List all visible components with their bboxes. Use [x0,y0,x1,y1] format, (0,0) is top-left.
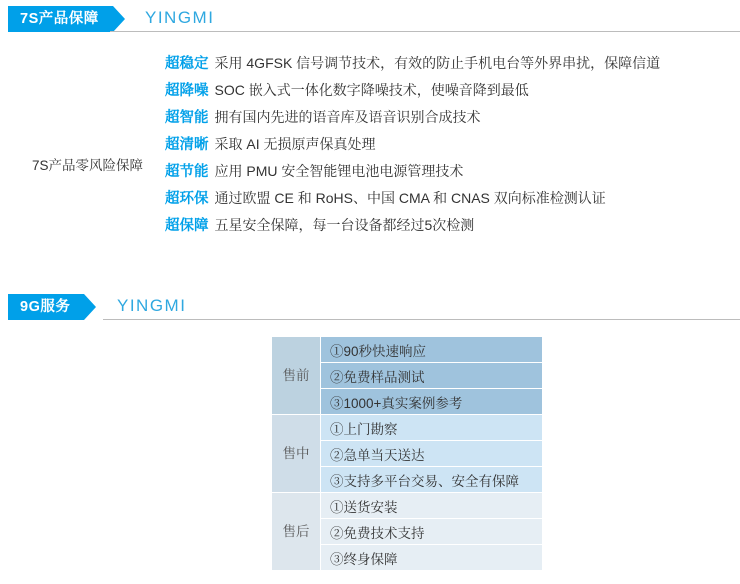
stage-cell-pre: 售前 [272,337,321,415]
feature-key: 超环保 [165,191,209,207]
service-cell: ②免费技术支持 [321,519,543,545]
feature-row [165,104,660,131]
feature-row [165,50,660,77]
section-header-7s [0,6,740,36]
feature-value: 五星安全保障，每一台设备都经过5次检测 [214,217,475,233]
feature-value: 采取 AI 无损原声保真处理 [214,136,376,152]
section-header-9g [0,294,740,324]
feature-key: 超智能 [165,110,209,126]
feature-row [165,131,660,158]
feature-row [165,77,660,104]
service-table [271,336,543,571]
brand-label-7s: YINGMI [145,8,215,27]
section-7s-side-title: 7S产品零风险保障 [32,158,144,173]
feature-value: 采用 4GFSK 信号调节技术，有效的防止手机电台等外界串扰，保障信道 [214,55,661,71]
service-cell: ①上门勘察 [321,415,543,441]
feature-row [165,212,660,239]
service-cell: ①90秒快速响应 [321,337,543,363]
feature-value: 应用 PMU 安全智能锂电池电源管理技术 [214,163,464,179]
feature-value: 拥有国内先进的语音库及语音识别合成技术 [214,109,481,125]
feature-value: SOC 嵌入式一体化数字降噪技术，使噪音降到最低 [214,82,529,98]
table-row [272,337,543,363]
service-cell: ①送货安装 [321,493,543,519]
header-divider-9g [103,319,740,320]
feature-row [165,158,660,185]
feature-list [165,50,660,239]
service-cell: ③1000+真实案例参考 [321,389,543,415]
section-7s-product-guarantee [0,6,740,234]
brand-label-9g: YINGMI [117,296,187,315]
service-table-wrapper [271,336,543,571]
service-cell: ③支持多平台交易、安全有保障 [321,467,543,493]
service-cell: ②急单当天送达 [321,441,543,467]
feature-key: 超保障 [165,218,209,234]
stage-cell-mid: 售中 [272,415,321,493]
section-tag-7s: 7S产品保障 [8,6,113,32]
section-9g-service [0,294,740,324]
feature-key: 超稳定 [165,56,209,72]
header-divider-7s [110,31,740,32]
section-tag-9g: 9G服务 [8,294,84,320]
feature-key: 超降噪 [165,83,209,99]
service-cell: ③终身保障 [321,545,543,571]
table-row [272,415,543,441]
feature-key: 超清晰 [165,137,209,153]
service-cell: ②免费样品测试 [321,363,543,389]
stage-cell-post: 售后 [272,493,321,571]
feature-key: 超节能 [165,164,209,180]
table-row [272,493,543,519]
feature-value: 通过欧盟 CE 和 RoHS、中国 CMA 和 CNAS 双向标准检测认证 [214,190,606,206]
feature-row [165,185,660,212]
